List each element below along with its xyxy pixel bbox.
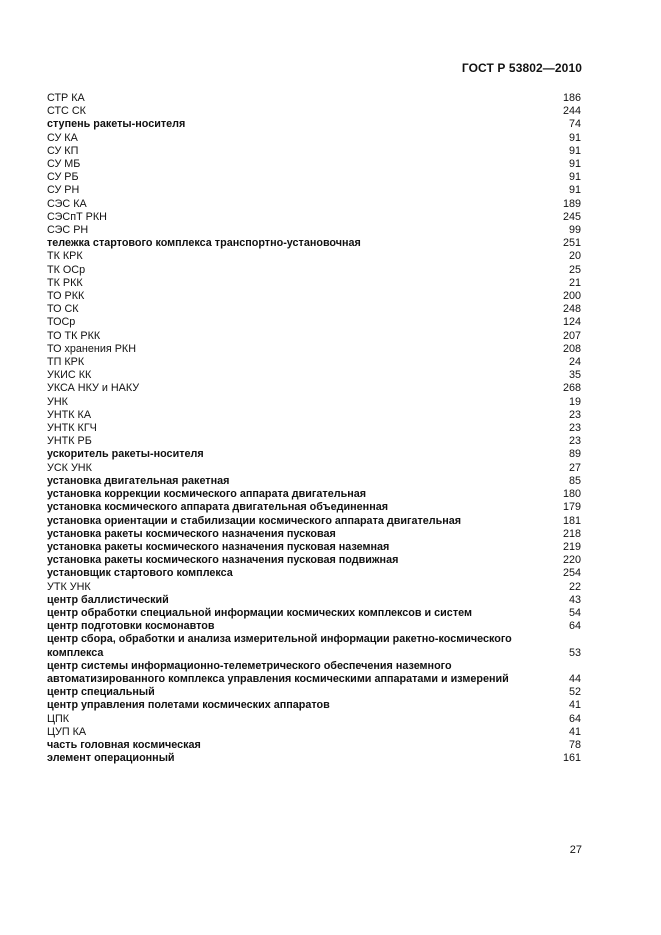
index-term: ТОСр [47,316,76,329]
index-entry [47,422,581,435]
index-entry [47,620,581,633]
index-term: СУ КП [47,144,79,157]
index-page-ref: 19 [568,395,581,408]
index-term: СТР КА [47,92,85,104]
index-entry [47,198,581,211]
index-entry [47,330,581,343]
index-page-ref: 91 [568,171,581,184]
index-term: УНТК КА [47,408,92,421]
index-page-ref: 200 [562,290,581,303]
index-page-ref: 268 [562,382,581,395]
index-page-ref: 52 [568,686,581,699]
index-term: ускоритель ракеты-носителя [47,448,204,461]
index-page-ref: 220 [562,554,581,567]
index-page-ref: 251 [562,237,581,250]
index-entry [47,92,581,105]
index-entry [47,435,581,448]
index-page-ref: 23 [568,422,581,435]
index-entry [47,105,581,118]
index-entry [47,316,581,329]
index-entry [47,739,581,752]
index-term: УСК УНК [47,461,92,474]
index-page-ref: 74 [568,118,581,131]
index-term: ТО РКК [47,290,85,303]
page-number: 27 [569,844,582,856]
index-term: ступень ракеты-носителя [47,118,186,131]
index-entry [47,686,581,699]
index-term: СЭС РН [47,224,89,237]
index-entry [47,145,581,158]
index-entry [47,264,581,277]
index-page-ref: 25 [568,263,581,276]
index-entry [47,303,581,316]
index-page-ref: 43 [568,593,581,606]
index-entry [47,171,581,184]
index-entry [47,343,581,356]
index-entry [47,462,581,475]
index-term: установка космического аппарата двигательная объединенная [47,501,389,514]
index-page-ref: 22 [568,580,581,593]
index-term: ТО ТК РКК [47,329,101,342]
index-entry [47,515,581,528]
index-entry [47,369,581,382]
document-designation: ГОСТ Р 53802—2010 [461,61,582,75]
index-term: СУ КА [47,131,78,144]
index-page-ref: 91 [568,144,581,157]
index-term: ТК ОСр [47,263,86,276]
index-page-ref: 91 [568,184,581,197]
index-page-ref: 179 [562,501,581,514]
index-page-ref: 89 [568,448,581,461]
index-term: установка коррекции космического аппарата двигательная [47,488,367,501]
index-term: УНК [47,395,68,408]
index-term: ТП КРК [47,356,85,369]
index-term: центр управления полетами космических аппаратов [47,699,330,712]
index-page-ref: 41 [568,725,581,738]
index-page-ref: 44 [568,672,581,685]
index-term: СУ РН [47,184,80,197]
index-page-ref: 41 [568,699,581,712]
index-page-ref: 20 [568,250,581,263]
index-entry [47,660,581,686]
index-term: тележка стартового комплекса транспортно-установочная [47,237,361,250]
index-page-ref: 207 [562,329,581,342]
index-term: установка ракеты космического назначения пусковая [47,527,336,540]
index-page-ref: 23 [568,435,581,448]
index-page-ref: 180 [562,488,581,501]
index-entry [47,211,581,224]
index-term: СЭС КА [47,197,87,210]
index-page-ref: 161 [562,752,581,765]
index-entry [47,607,581,620]
index-entry [47,726,581,739]
index-page-ref: 208 [562,342,581,355]
index-term: установка ракеты космического назначения пусковая подвижная [47,554,399,567]
index-term: ТК КРК [47,250,83,263]
index-page-ref: 124 [562,316,581,329]
index-page-ref: 186 [562,92,581,104]
index-entry [47,633,581,659]
index-entry [47,237,581,250]
index-entry [47,448,581,461]
index-entry [47,118,581,131]
index-page-ref: 219 [562,540,581,553]
index-term: СТС СК [47,105,86,118]
index-list [47,92,581,765]
index-page-ref: 35 [568,369,581,382]
index-entry [47,184,581,197]
index-term: элемент операционный [47,752,175,765]
index-page-ref: 27 [568,461,581,474]
index-term: ТО СК [47,303,79,316]
index-page-ref: 218 [562,527,581,540]
index-term: центр баллистический [47,593,169,606]
index-page-ref: 21 [568,276,581,289]
index-term: УКСА НКУ и НАКУ [47,382,140,395]
index-term: СУ МБ [47,158,81,171]
index-term: установка ракеты космического назначения пусковая наземная [47,540,390,553]
index-term: центр специальный [47,686,155,699]
index-term: центр обработки специальной информации космических комплексов и систем [47,606,472,619]
index-page-ref: 23 [568,408,581,421]
index-entry [47,581,581,594]
index-term: установка двигательная ракетная [47,474,230,487]
index-entry [47,699,581,712]
index-term: установка ориентации и стабилизации космического аппарата двигательная [47,514,462,527]
index-entry [47,382,581,395]
index-page-ref: 244 [562,105,581,118]
index-entry [47,158,581,171]
index-page-ref: 181 [562,514,581,527]
index-term: часть головная космическая [47,738,201,751]
index-entry [47,541,581,554]
index-term: ТО хранения РКН [47,342,137,355]
index-page-ref: 53 [568,646,581,659]
index-entry [47,567,581,580]
index-entry [47,752,581,765]
index-term: ЦПК [47,712,70,725]
index-term: центр подготовки космонавтов [47,620,215,633]
index-entry [47,224,581,237]
index-page-ref: 91 [568,131,581,144]
index-entry [47,132,581,145]
index-page-ref: 99 [568,224,581,237]
index-entry [47,713,581,726]
index-page-ref: 54 [568,606,581,619]
index-term: УКИС КК [47,369,92,382]
index-entry [47,290,581,303]
index-entry [47,488,581,501]
index-entry [47,475,581,488]
index-entry [47,356,581,369]
index-entry [47,528,581,541]
index-term: УТК УНК [47,580,91,593]
index-entry [47,554,581,567]
index-entry [47,396,581,409]
index-page-ref: 78 [568,738,581,751]
index-term: ЦУП КА [47,725,87,738]
index-page-ref: 254 [562,567,581,580]
index-term: УНТК КГЧ [47,422,97,435]
index-page-ref: 85 [568,474,581,487]
index-term: центр сбора, обработки и анализа измерительной информации ракетно-космического комплекса [47,633,512,659]
index-page-ref: 189 [562,197,581,210]
index-entry [47,409,581,422]
index-term: ТК РКК [47,276,83,289]
index-entry [47,250,581,263]
index-page-ref: 245 [562,210,581,223]
index-entry [47,501,581,514]
index-term: УНТК РБ [47,435,92,448]
index-page-ref: 248 [562,303,581,316]
index-term: центр системы информационно-телеметрического обеспечения наземного автоматизированного комплекса управления космическими аппаратами и измерений [47,659,509,685]
index-page-ref: 24 [568,356,581,369]
index-term: СЭСпТ РКН [47,210,107,223]
index-page-ref: 91 [568,158,581,171]
index-entry [47,277,581,290]
index-term: СУ РБ [47,171,79,184]
index-page-ref: 64 [568,620,581,633]
index-page-ref: 64 [568,712,581,725]
index-entry [47,594,581,607]
index-term: установщик стартового комплекса [47,567,233,580]
